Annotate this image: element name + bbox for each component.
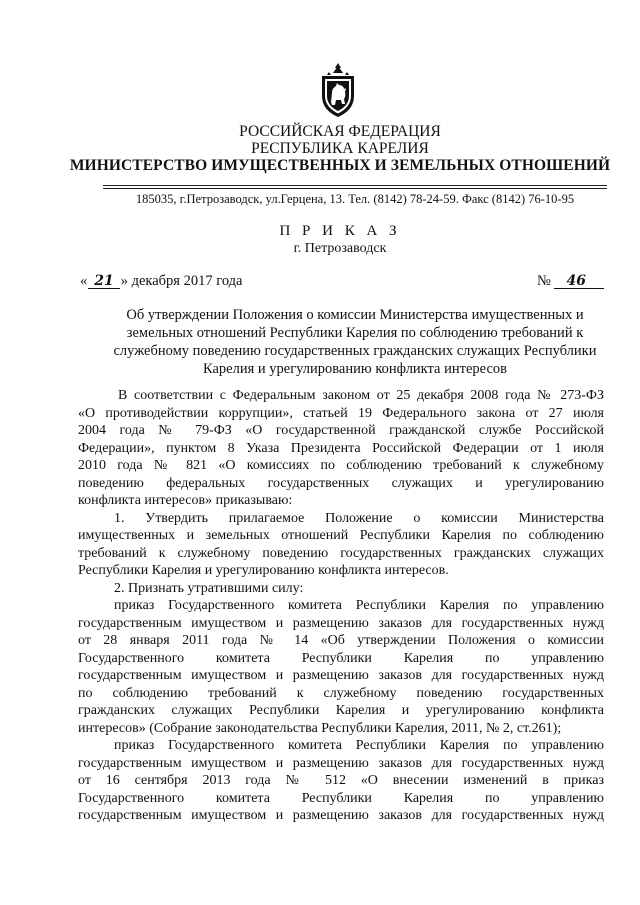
body-line: Федерации», пунктом 8 Указа Президента Российской Федерации от 1 июля [78,440,604,456]
ministry-address: 185035, г.Петрозаводск, ул.Герцена, 13. Тел. (8142) 78-24-59. Факс (8142) 76-10-95 [135,192,575,206]
body-line: Государственного комитета Республики Карелия по управлению [78,790,604,806]
republic-name: РЕСПУБЛИКА КАРЕЛИЯ [251,140,429,157]
order-body [78,387,604,825]
order-subject [95,306,615,378]
body-line: государственным имуществом и размещению заказов для государственных нужд [78,668,604,683]
body-line: поведению федеральных государственных служащих и урегулированию [78,475,604,491]
document-type-title: П Р И К А З [279,223,401,239]
body-line: государственным имуществом и размещению заказов для государственных нужд [78,808,604,823]
body-line: гражданских служащих Республики Карелия и урегулированию конфликта [78,703,604,718]
body-line: 2004 года № 79-ФЗ «О государственной гражданской службе Российской [78,423,604,438]
date-rest: » декабря 2017 года [120,273,243,289]
body-line: приказ Государственного комитета Республики Карелия по управлению [114,738,604,753]
body-line: 2. Признать утратившими силу: [114,580,304,596]
handwritten-day: 21 [88,274,119,289]
body-line: «О противодействии коррупции», статьей 19 Федерального закона от 27 июля [78,405,604,421]
subject-line: служебному поведению государственных гражданских служащих Республики [113,343,597,359]
body-line: 1. Утвердить прилагаемое Положение о комиссии Министерства [114,510,604,526]
body-line: государственным имуществом и размещению заказов для государственных нужд [78,615,604,631]
body-line: Государственного комитета Республики Карелия по управлению [78,650,604,666]
ministry-name: МИНИСТЕРСТВО ИМУЩЕСТВЕННЫХ И ЗЕМЕЛЬНЫХ ОТНОШЕНИЙ [69,157,611,174]
subject-line: земельных отношений Республики Карелия по соблюдению требований к [126,325,584,341]
order-number [537,273,604,290]
document-city: г. Петрозаводск [293,241,387,256]
date-quote-open: « [80,273,88,289]
body-line: приказ Государственного комитета Республики Карелия по управлению [114,598,604,613]
body-line: В соответствии с Федеральным законом от 25 декабря 2008 года № 273-ФЗ [118,388,604,403]
body-line: 2010 года № 821 «О комиссиях по соблюдению требований к служебному [78,458,604,473]
body-line: государственным имуществом и размещению заказов для государственных нужд [78,755,604,771]
body-line: от 28 января 2011 года № 14 «Об утверждении Положения о комиссии [78,633,604,648]
body-line: требований к служебному поведению государственных гражданских служащих [78,545,604,561]
header-divider-top [103,185,607,186]
coat-of-arms-icon [318,62,358,118]
order-date [80,273,242,290]
header-divider-bottom [103,188,607,189]
body-line: имущественных и земельных отношений Республики Карелия по соблюдению [78,528,604,543]
number-label: № [537,273,551,289]
body-line: интересов» (Собрание законодательства Республики Карелия, 2011, № 2, ст.261); [78,720,562,736]
body-line: Республики Карелия и урегулированию конфликта интересов. [78,563,449,578]
body-line: по соблюдению требований к служебному поведению государственных [78,685,604,701]
country-name: РОССИЙСКАЯ ФЕДЕРАЦИЯ [239,123,441,140]
subject-line: Об утверждении Положения о комиссии Министерства имущественных и [126,307,584,323]
body-line: конфликта интересов» приказываю: [78,493,293,508]
body-line: от 16 сентября 2013 года № 512 «О внесении изменений в приказ [78,773,604,788]
handwritten-number: 46 [554,274,604,289]
subject-line: Карелия и урегулированию конфликта интересов [203,361,507,377]
